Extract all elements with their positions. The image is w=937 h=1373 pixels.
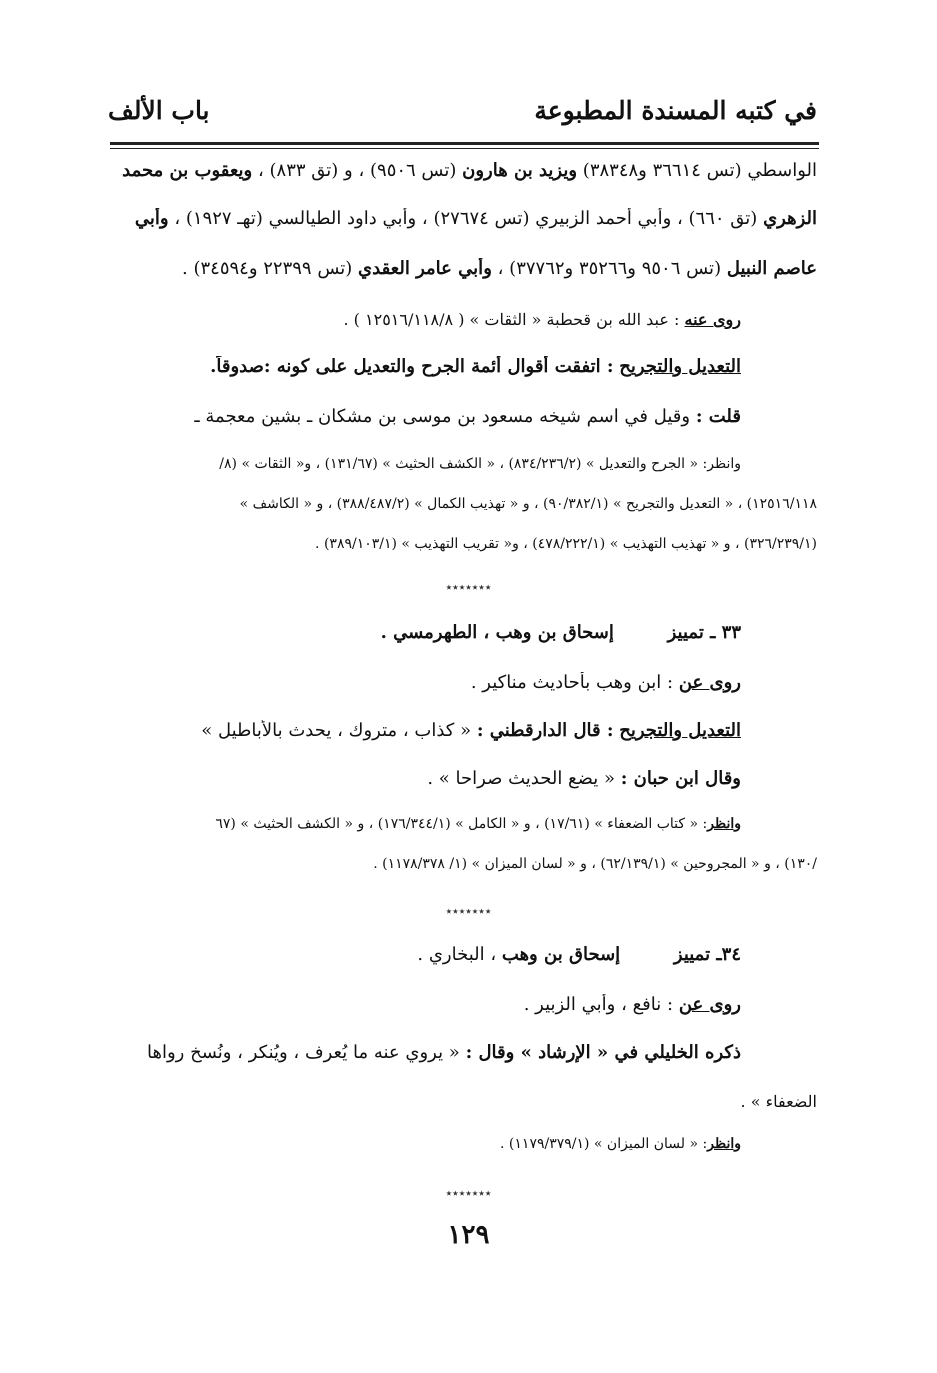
narrators-line-1	[107, 160, 817, 181]
tadil-critic: : قال الدارقطني :	[476, 720, 614, 741]
header-rule-thin	[110, 148, 819, 149]
rawa-label: روى عن	[678, 672, 741, 693]
entry-name: إسحاق بن وهب ، الطهرمسي .	[380, 622, 614, 643]
rawa-text: : نافع ، وأبي الزبير .	[523, 994, 674, 1015]
qult-text: وقيل في اسم شيخه مسعود بن موسى بن مشكان ـ بشين معجمة ـ	[194, 406, 691, 427]
entry-34-heading	[121, 944, 741, 965]
entry-34-khalili-line-2: الضعفاء » .	[740, 1092, 817, 1111]
references-text: : « كتاب الضعفاء » (١٧/٦١) ، و « الكامل » (١٧٦/٣٤٤/١) ، و « الكشف الحثيث » (٦٧	[215, 816, 708, 832]
tadil-label: التعديل والتجريح	[619, 720, 741, 741]
entry-nisba: ، البخاري .	[417, 944, 497, 965]
tadil-text: « كذاب ، متروك ، يحدث بالأباطيل »	[201, 720, 472, 741]
page-number: ١٢٩	[447, 1220, 490, 1250]
narrator-text: (تس ٩٥٠٦ و٣٥٢٦٦ و٣٧٧٦٢) ،	[497, 258, 722, 279]
entry-33-heading	[121, 622, 741, 643]
references-label: وانظر	[707, 816, 741, 832]
qult-label: قلت :	[695, 406, 741, 427]
references-line-3: (٣٢٦/٢٣٩/١) ، و « تهذيب التهذيب » (٤٧٨/٢٢٢/١) ، و« تقريب التهذيب » (٣٨٩/١٠٣/١) .	[315, 536, 817, 552]
running-header-title: في كتبه المسندة المطبوعة	[534, 96, 817, 125]
narrators-line-2	[107, 208, 817, 229]
narrator-name: عاصم النبيل	[726, 258, 817, 279]
rawa-label: روى عن	[678, 994, 741, 1015]
khalili-quote: « يروي عنه ما يُعرف ، ويُنكر ، ونُسخ رواها	[146, 1042, 460, 1063]
qult-line	[121, 406, 741, 427]
rawa-text: : ابن وهب بأحاديث مناكير .	[470, 672, 674, 693]
running-header-chapter: باب الألف	[108, 96, 210, 125]
references-label: وانظر	[707, 1136, 741, 1152]
entry-33-rawa-line	[121, 672, 741, 693]
narrator-text: (تس ٩٥٠٦) ، و (تق ٨٣٣) ،	[257, 160, 457, 181]
references-text: : « لسان الميزان » (١١٧٩/٣٧٩/١) .	[500, 1136, 708, 1152]
tadil-text: : اتفقت أقوال أئمة الجرح والتعديل على كونه :صدوقاً.	[210, 356, 614, 377]
khalili-intro: ذكره الخليلي في « الإرشاد » وقال :	[465, 1042, 741, 1063]
narrator-name: ويزيد بن هارون	[462, 160, 578, 181]
section-separator: ٭٭٭٭٭٭٭	[445, 904, 492, 918]
entry-33-references-line-1	[111, 816, 741, 832]
rawa-text: : عبد الله بن قحطبة « الثقات » ( ١٢٥١٦/١١٨/٨ ) .	[343, 310, 680, 329]
narrator-text: (تق ٦٦٠) ، وأبي أحمد الزبيري (تس ٢٧٦٧٤) ، وأبي داود الطيالسي (تهـ ١٩٢٧) ،	[174, 208, 758, 229]
entry-34-rawa-line	[121, 994, 741, 1015]
narrator-text: الواسطي (تس ٣٦٦١٤ و٣٨٣٤٨)	[582, 160, 817, 181]
entry-number: ٣٣ ـ تمييز	[667, 622, 741, 643]
entry-name: إسحاق بن وهب	[501, 944, 621, 965]
critic-name: وقال ابن حبان :	[620, 768, 741, 789]
references-line-1: وانظر: « الجرح والتعديل » (٨٣٤/٢٣٦/٢) ، « الكشف الحثيث » (١٣١/٦٧) ، و« الثقات » (٨/	[219, 456, 741, 472]
narrator-name: ويعقوب بن محمد	[122, 160, 253, 181]
tadil-label: التعديل والتجريح	[619, 356, 741, 377]
section-separator: ٭٭٭٭٭٭٭	[445, 580, 492, 594]
critic-text: « يضع الحديث صراحا » .	[427, 768, 615, 789]
entry-33-ibn-hibban-line	[121, 768, 741, 789]
references-line-2: ١٢٥١٦/١١٨) ، « التعديل والتجريح » (٩٠/٣٨٢/١) ، و « تهذيب الكمال » (٣٨٨/٤٨٧/٢) ، و « الكاشف »	[239, 496, 817, 512]
entry-33-tadil-line	[121, 720, 741, 741]
rawa-label: روى عنه	[684, 310, 741, 329]
entry-34-khalili-line	[111, 1042, 741, 1063]
narrator-name: وأبي عامر العقدي	[358, 258, 492, 279]
narrator-text: (تس ٢٢٣٩٩ و٣٤٥٩٤) .	[182, 258, 353, 279]
section-separator: ٭٭٭٭٭٭٭	[445, 1186, 492, 1200]
entry-34-references-line	[121, 1136, 741, 1152]
tadil-line	[121, 356, 741, 377]
narrator-name: وأبي	[134, 208, 169, 229]
narrator-name: الزهري	[763, 208, 817, 229]
entry-number: ٣٤ـ تمييز	[673, 944, 741, 965]
header-rule-thick	[110, 142, 819, 145]
narrators-line-3	[107, 258, 817, 279]
entry-33-references-line-2: /١٣٠) ، و « المجروحين » (٦٢/١٣٩/١) ، و « لسان الميزان » (١/ ١١٧٨/٣٧٨) .	[373, 856, 817, 872]
rawa-anhu-line	[121, 310, 741, 329]
